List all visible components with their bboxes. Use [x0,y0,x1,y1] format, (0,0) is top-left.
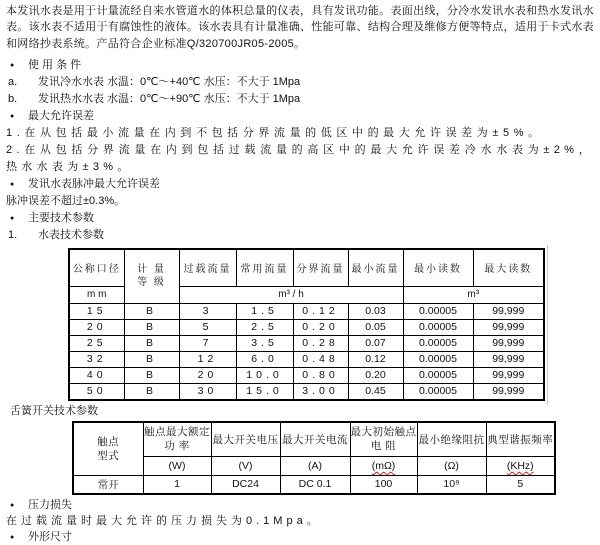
cell: 99,999 [473,303,544,319]
bullet-icon: ● [10,533,15,541]
table-row [69,335,544,351]
heading-pulse-error [6,176,594,193]
col-header-contact-type: 触点 型式 [73,422,143,476]
cell: 30 [179,383,236,400]
unit-cell: (A) [280,456,350,475]
subheading-meter-params [6,227,594,244]
meter-params-table [68,248,545,401]
bullet-icon: ● [10,112,15,120]
cell: DC 0.1 [280,475,350,494]
item-marker: a. [8,75,18,88]
cell: 100 [350,475,417,494]
heading-reed-switch: 舌簧开关技术参数 [10,404,98,417]
cell: 0.05 [348,319,403,335]
col-header-max-switch-voltage: 最大开关电压 [211,422,280,457]
reed-switch-table [72,421,556,495]
bullet-icon: ● [10,61,15,69]
cell: B [124,303,179,319]
cell: 32 [69,351,124,367]
cell: 20 [69,319,124,335]
pressure-loss-text: 在过载流量时最大允许的压力损失为0.1Mpa。 [6,514,322,527]
table-row [69,303,544,319]
col-header-boundary-flow: 分界流量 [293,249,348,287]
heading-text: 压力损失 [28,498,72,511]
heading-usage-conditions [6,57,594,74]
heading-max-error [6,108,594,125]
table-row [69,383,544,400]
heading-pressure-loss [6,497,594,513]
col-header-max-initial-contact-resistance: 最大初始触点 电 阻 [350,422,417,457]
cell: 15.0 [236,383,293,400]
unit-cell: (Ω) [417,456,486,475]
cell: 12 [179,351,236,367]
col-header-max-switch-current: 最大开关电流 [280,422,350,457]
col-header-min-flow: 最小流量 [348,249,403,287]
heading-text: 主要技术参数 [28,211,94,224]
bullet-icon: ● [10,180,15,188]
cell: 7 [179,335,236,351]
heading-main-params [6,210,594,227]
cell: DC24 [211,475,280,494]
cell: 0.48 [293,351,348,367]
unit-cell: (W) [143,456,211,475]
cell: 0.12 [348,351,403,367]
item-text: 发讯热水水表 水温：0℃～+90℃ 水压：不大于 1Mpa [38,92,301,105]
table-row [73,475,555,494]
col-header-metering-class: 计 量 等 级 [124,249,179,304]
cell: 0.80 [293,367,348,383]
cell: 0.00005 [403,367,473,383]
cell: B [124,335,179,351]
item-marker: b. [8,92,18,105]
heading-text: 外形尺寸 [28,530,72,543]
cell: 10⁹ [417,475,486,494]
cell: 0.07 [348,335,403,351]
cell: 1.5 [236,303,293,319]
col-header-overload-flow: 过载流量 [179,249,236,287]
cell: 0.20 [293,319,348,335]
cell: 50 [69,383,124,400]
cell: 25 [69,335,124,351]
table-row [69,367,544,383]
cell: 0.00005 [403,319,473,335]
unit-cell: (V) [211,456,280,475]
usage-item-a [6,74,594,91]
col-header-max-reading: 最大读数 [473,249,544,287]
col-header-nominal-diameter: 公称口径 [69,249,124,287]
cell: 10.0 [236,367,293,383]
cell: 0.28 [293,335,348,351]
cell: 40 [69,367,124,383]
col-header-min-reading: 最小读数 [403,249,473,287]
cell: 0.00005 [403,383,473,400]
item-text: 发讯冷水水表 水温：0℃～+40℃ 水压：不大于 1Mpa [38,75,301,88]
col-header-typical-resonance-frequency: 典型谐振频率 [486,422,555,457]
intro-paragraph: 本发讯水表是用于计量流经自来水管道水的体积总量的仪表，具有发讯功能。表面出线，分冷水发讯水表和热水发讯水表。该水表不适用于有腐蚀性的液体。该水表具有计量准确、性能可靠、结构合理及维修方便等特点，适用于卡式水表和网络抄表系统。产品符合企业标准Q/320700JR05-2005。 [6,5,594,50]
cell: 99,999 [473,335,544,351]
cell: 99,999 [473,383,544,400]
col-header-min-insulation-impedance: 最小绝缘阻抗 [417,422,486,457]
unit-diameter: m m [69,286,124,303]
cell: 3.00 [293,383,348,400]
cell: 1 [143,475,211,494]
col-header-common-flow: 常用流量 [236,249,293,287]
cell: 5 [486,475,555,494]
cell: 5 [179,319,236,335]
unit-reading: m³ [403,286,544,303]
cell: 3 [179,303,236,319]
unit-flow: m³ / h [179,286,403,303]
table-row [69,351,544,367]
max-error-item-1: 1.在从包括最小流量在内到不包括分界流量的低区中的最大允许误差为±5%。 [6,126,544,139]
heading-outline-dimensions [6,529,594,545]
usage-item-b [6,91,594,108]
col-header-max-rated-power: 触点最大额定 功 率 [143,422,211,457]
pulse-error-text: 脉冲误差不超过±0.3%。 [6,194,126,207]
cell: 0.00005 [403,335,473,351]
cell: B [124,383,179,400]
unit-cell: (KHz) [486,456,555,475]
cell: 0.20 [348,367,403,383]
cell: B [124,367,179,383]
bullet-icon: ● [10,501,15,509]
bullet-icon: ● [10,214,15,222]
cell: 3.5 [236,335,293,351]
cell: 6.0 [236,351,293,367]
cell: 99,999 [473,367,544,383]
cell: B [124,351,179,367]
cell: 99,999 [473,319,544,335]
unit-cell: (mΩ) [350,456,417,475]
heading-text: 使 用 条 件 [28,58,82,71]
table-edge-artifact [547,245,548,405]
heading-text: 最大允许误差 [28,109,94,122]
cell: 0.03 [348,303,403,319]
item-marker: 1. [8,228,18,241]
cell: 0.00005 [403,303,473,319]
cell: 0.45 [348,383,403,400]
cell: 常开 [73,475,143,494]
heading-text: 发讯水表脉冲最大允许误差 [28,177,160,190]
table-row [69,319,544,335]
cell: 2.5 [236,319,293,335]
cell: 99,999 [473,351,544,367]
max-error-item-2: 2.在从包括分界流量在内到包括过载流量的高区中的最大允许误差冷水水表为±2%，热水水表为±3%。 [6,143,594,173]
cell: B [124,319,179,335]
subheading-text: 水表技术参数 [38,228,104,241]
cell: 0.12 [293,303,348,319]
cell: 0.00005 [403,351,473,367]
cell: 15 [69,303,124,319]
cell: 20 [179,367,236,383]
